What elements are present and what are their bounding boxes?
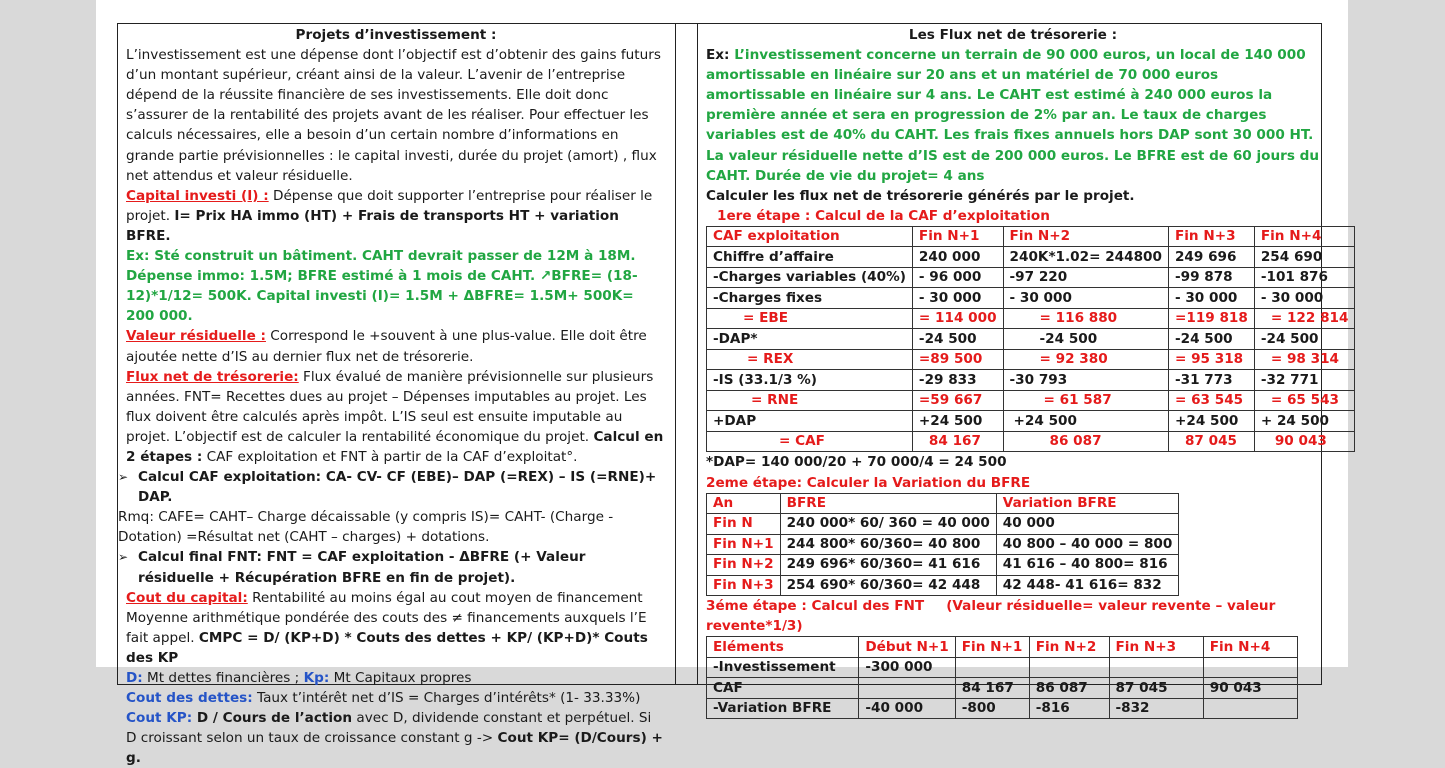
table-cell: = 116 880	[1003, 308, 1168, 329]
fnt-header-cell: Eléments	[707, 637, 859, 658]
fnt-header-cell: Fin N+2	[1029, 637, 1109, 658]
table-row	[707, 431, 1355, 452]
table-cell: = 95 318	[1168, 349, 1254, 370]
capital-text: Dépense que doit supporter l’entreprise pour réaliser le projet.	[126, 187, 653, 224]
table-cell: -97 220	[1003, 267, 1168, 288]
table-cell: +DAP	[707, 411, 913, 432]
table-cell: 40 800 – 40 000 = 800	[996, 534, 1179, 555]
flux-paragraph	[126, 367, 666, 467]
intro-paragraph: L’investissement est une dépense dont l’objectif est d’obtenir des gains futurs d’un montant supérieur, créant ainsi de la valeur. L’avenir de l’entreprise dépend de la réussite financière de ses investissements. Elle doit donc s’assurer de la rentabilité des projets avant de les réaliser. Pour effectuer les calculs nécessaires, elle a besoin d’un certain nombre d’informations en grande partie prévisionnelles : le capital investi, durée du projet (amort) , flux net attendus et valeur résiduelle.	[126, 47, 661, 184]
table-cell: -32 771	[1254, 370, 1355, 391]
table-cell: CAF	[707, 678, 859, 699]
table-cell: Fin N+3	[707, 575, 781, 596]
fnt-table-header	[707, 637, 1298, 658]
table-cell: 240K*1.02= 244800	[1003, 247, 1168, 268]
document-page	[96, 0, 1349, 767]
table-cell: 41 616 – 40 800= 816	[996, 555, 1179, 576]
table-row	[707, 308, 1355, 329]
table-cell: 240 000	[912, 247, 1003, 268]
fnt-header-cell: Fin N+1	[955, 637, 1029, 658]
table-cell: 42 448- 41 616= 832	[996, 575, 1179, 596]
valeur-paragraph	[126, 326, 666, 366]
example-text: L’investissement concerne un terrain de 90 000 euros, un local de 140 000 amortissable en linéaire sur 20 ans et un matériel de 70 000 euros amortissable en linéaire sur 4 ans. Le CAHT est estimé à 240 000 euros la première année et sera en progression de 2% par an. Le taux de charges variables est de 40% du CAHT. Les frais fixes annuels hors DAP sont 30 000 HT. La valeur résiduelle nette d’IS est de 200 000 euros. Le BFRE est de 60 jours du CAHT. Durée de vie du projet= 4 ans	[706, 47, 1320, 184]
table-cell	[1029, 657, 1109, 678]
table-row	[707, 411, 1355, 432]
capital-example: Ex: Sté construit un bâtiment. CAHT devrait passer de 12M à 18M. Dépense immo: 1.5M; BFRE estimé à 1 mois de CAHT. ↗BFRE= (18-12)*1/12= 500K. Capital investi (I)= 1.5M + ΔBFRE= 1.5M+ 500K= 200 000.	[126, 248, 638, 325]
table-cell	[859, 678, 955, 699]
table-cell: +24 500	[1168, 411, 1254, 432]
table-cell: -DAP*	[707, 329, 913, 350]
table-cell: -101 876	[1254, 267, 1355, 288]
table-cell	[1203, 657, 1297, 678]
caf-header-cell: CAF exploitation	[707, 226, 913, 247]
table-row	[707, 555, 1179, 576]
table-cell: -832	[1109, 698, 1203, 719]
fnt-header-cell: Fin N+3	[1109, 637, 1203, 658]
table-row	[707, 678, 1298, 699]
table-cell: 254 690* 60/360= 42 448	[780, 575, 996, 596]
table-cell: Fin N	[707, 514, 781, 535]
table-cell: -40 000	[859, 698, 955, 719]
cout-paragraph	[126, 588, 666, 668]
table-cell: - 30 000	[912, 288, 1003, 309]
cout-dettes-line	[126, 688, 666, 708]
table-cell: -24 500	[1003, 329, 1168, 350]
table-cell: -24 500	[1254, 329, 1355, 350]
table-row	[707, 247, 1355, 268]
bullet-caf: ➢ Calcul CAF exploitation: CA- CV- CF (EBE)– DAP (=REX) – IS (=RNE)+ DAP.	[118, 467, 666, 507]
cout-kp-paragraph	[126, 708, 666, 768]
table-cell: -29 833	[912, 370, 1003, 391]
bfre-header-cell: BFRE	[780, 493, 996, 514]
cout-kp-label: Cout KP:	[126, 710, 193, 727]
column-divider	[675, 24, 676, 684]
table-cell: -Charges variables (40%)	[707, 267, 913, 288]
caf-header-cell: Fin N+4	[1254, 226, 1355, 247]
table-cell: 249 696	[1168, 247, 1254, 268]
capital-formula: I= Prix HA immo (HT) + Frais de transports HT + variation BFRE.	[126, 207, 619, 244]
table-row	[707, 288, 1355, 309]
table-cell: -Investissement	[707, 657, 859, 678]
table-cell	[1109, 657, 1203, 678]
table-cell: = 92 380	[1003, 349, 1168, 370]
table-cell: -24 500	[1168, 329, 1254, 350]
cout-kp-text: avec D, dividende constant et perpétuel. Si D croissant selon un taux de croissance constant g ->	[126, 710, 652, 747]
table-cell: - 96 000	[912, 267, 1003, 288]
table-cell: =119 818	[1168, 308, 1254, 329]
dap-note: *DAP= 140 000/20 + 70 000/4 = 24 500	[706, 454, 1007, 471]
table-cell: = 65 543	[1254, 390, 1355, 411]
cout-label: Cout du capital:	[126, 589, 248, 606]
cout-dettes-label: Cout des dettes:	[126, 690, 253, 707]
valeur-text: Correspond le +souvent à une plus-value. Elle doit être ajoutée nette d’IS au dernier flux net de trésorerie.	[126, 328, 647, 365]
question-line: Calculer les flux net de trésorerie générés par le projet.	[706, 187, 1135, 204]
table-row	[707, 575, 1179, 596]
step3-note: (Valeur résiduelle= valeur revente – valeur revente*1/3)	[706, 598, 1276, 635]
capital-paragraph	[126, 186, 666, 246]
d-label: D:	[126, 670, 143, 686]
table-cell: =59 667	[912, 390, 1003, 411]
kp-text: Mt Capitaux propres	[329, 670, 472, 686]
step3-heading	[706, 596, 1320, 636]
table-cell: Fin N+2	[707, 555, 781, 576]
table-cell: +24 500	[1003, 411, 1168, 432]
kp-label: Kp:	[303, 670, 330, 686]
step3-title: 3éme étape : Calcul des FNT	[706, 598, 925, 615]
table-row	[707, 657, 1298, 678]
flux-bold: Calcul en 2 étapes :	[126, 428, 664, 465]
cout-kp-bold: D / Cours de l’action	[192, 710, 353, 727]
caf-table	[706, 226, 1355, 453]
fnt-table	[706, 636, 1298, 719]
bfre-header-cell: Variation BFRE	[996, 493, 1179, 514]
table-cell: -300 000	[859, 657, 955, 678]
table-cell: 87 045	[1109, 678, 1203, 699]
column-divider-2	[697, 24, 698, 684]
table-row	[707, 329, 1355, 350]
table-row	[707, 514, 1179, 535]
table-cell: + 24 500	[1254, 411, 1355, 432]
table-cell: -30 793	[1003, 370, 1168, 391]
table-cell: +24 500	[912, 411, 1003, 432]
table-cell	[955, 657, 1029, 678]
table-row	[707, 349, 1355, 370]
table-cell: 90 043	[1254, 431, 1355, 452]
cout-kp-formula: Cout KP= (D/Cours) + g.	[126, 730, 663, 767]
table-row	[707, 370, 1355, 391]
left-title: Projets d’investissement :	[295, 27, 497, 43]
table-cell: = 114 000	[912, 308, 1003, 329]
bullet-fnt: ➢ Calcul final FNT: FNT = CAF exploitation - ΔBFRE (+ Valeur résiduelle + Récupération BFRE en fin de projet).	[118, 547, 666, 587]
table-cell: Chiffre d’affaire	[707, 247, 913, 268]
flux-label: Flux net de trésorerie:	[126, 368, 299, 385]
step2-heading: 2eme étape: Calculer la Variation du BFRE	[706, 474, 1031, 491]
table-cell: = 98 314	[1254, 349, 1355, 370]
flux-tail: CAF exploitation et FNT à partir de la CAF d’exploitat°.	[202, 448, 578, 465]
right-column	[706, 25, 1349, 719]
two-column-frame	[117, 23, 1349, 767]
flux-text: Flux évalué de manière prévisionnelle sur plusieurs années. FNT= Recettes dues au projet – Dépenses imputables au projet. Les flux doivent être calculés après impôt. L’IS seul est ensuite imputable au projet. L’objectif est de calculer la rentabilité économique du projet.	[126, 368, 654, 445]
table-cell: = 122 814	[1254, 308, 1355, 329]
table-cell: 87 045	[1168, 431, 1254, 452]
rmq-paragraph: Rmq: CAFE= CAHT– Charge décaissable (y compris IS)= CAHT- (Charge - Dotation) =Résultat net (CAHT – charges) + dotations.	[118, 509, 614, 546]
table-cell: -816	[1029, 698, 1109, 719]
left-column	[118, 25, 666, 768]
table-row	[707, 534, 1179, 555]
caf-header-cell: Fin N+1	[912, 226, 1003, 247]
step1-heading: 1ere étape : Calcul de la CAF d’exploitation	[717, 207, 1050, 224]
fnt-header-cell: Début N+1	[859, 637, 955, 658]
table-cell: 240 000* 60/ 360 = 40 000	[780, 514, 996, 535]
table-cell	[1203, 698, 1297, 719]
table-cell: 254 690	[1254, 247, 1355, 268]
table-cell: -Charges fixes	[707, 288, 913, 309]
example-label: Ex:	[706, 47, 735, 64]
valeur-label: Valeur résiduelle :	[126, 328, 266, 345]
table-cell: -Variation BFRE	[707, 698, 859, 719]
table-row	[707, 267, 1355, 288]
example-paragraph	[706, 45, 1320, 186]
table-cell: - 30 000	[1003, 288, 1168, 309]
table-cell: Fin N+1	[707, 534, 781, 555]
table-cell: -99 878	[1168, 267, 1254, 288]
bfre-header-cell: An	[707, 493, 781, 514]
table-cell: -800	[955, 698, 1029, 719]
table-row	[707, 390, 1355, 411]
table-cell: -24 500	[912, 329, 1003, 350]
table-cell: = 61 587	[1003, 390, 1168, 411]
d-kp-line	[126, 668, 666, 688]
caf-header-cell: Fin N+3	[1168, 226, 1254, 247]
table-cell: = CAF	[707, 431, 913, 452]
table-cell: - 30 000	[1254, 288, 1355, 309]
table-cell: 86 087	[1003, 431, 1168, 452]
table-cell: -31 773	[1168, 370, 1254, 391]
capital-label: Capital investi (I) :	[126, 187, 269, 204]
table-cell: 90 043	[1203, 678, 1297, 699]
table-cell: = 63 545	[1168, 390, 1254, 411]
table-cell: 86 087	[1029, 678, 1109, 699]
table-cell: 84 167	[912, 431, 1003, 452]
table-cell: 84 167	[955, 678, 1029, 699]
table-cell: 244 800* 60/360= 40 800	[780, 534, 996, 555]
table-cell: - 30 000	[1168, 288, 1254, 309]
table-row	[707, 698, 1298, 719]
right-title: Les Flux net de trésorerie :	[908, 27, 1118, 43]
bfre-table-header	[707, 493, 1179, 514]
table-cell: = REX	[707, 349, 913, 370]
bfre-table	[706, 493, 1179, 597]
table-cell: 249 696* 60/360= 41 616	[780, 555, 996, 576]
d-text: Mt dettes financières ;	[142, 670, 304, 686]
table-cell: -IS (33.1/3 %)	[707, 370, 913, 391]
cmpc-formula: CMPC = D/ (KP+D) * Couts des dettes + KP/ (KP+D)* Couts des KP	[126, 629, 648, 666]
cout-text: Rentabilité au moins égal au cout moyen de financement Moyenne arithmétique pondérée des couts des ≠ financements auxquels l’E fait appel.	[126, 589, 647, 646]
table-cell: =89 500	[912, 349, 1003, 370]
table-cell: = EBE	[707, 308, 913, 329]
table-cell: = RNE	[707, 390, 913, 411]
cout-dettes-text: Taux t’intérêt net d’IS = Charges d’intérêts* (1- 33.33%)	[252, 690, 641, 707]
caf-table-header	[707, 226, 1355, 247]
table-cell: 40 000	[996, 514, 1179, 535]
caf-header-cell: Fin N+2	[1003, 226, 1168, 247]
fnt-header-cell: Fin N+4	[1203, 637, 1297, 658]
